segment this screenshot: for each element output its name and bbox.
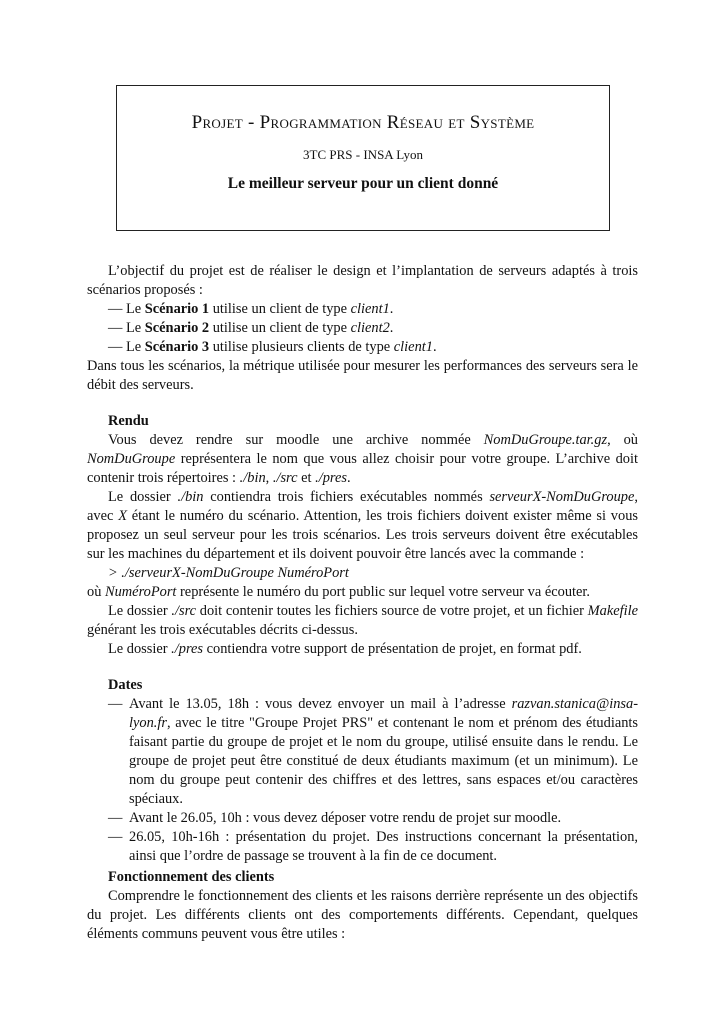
section-heading-rendu: Rendu xyxy=(108,413,149,429)
intro-closing: Dans tous les scénarios, la métrique utilisée pour mesurer les performances des serveurs sera le débit des serveurs. xyxy=(87,358,638,393)
section-heading-clients: Fonctionnement des clients xyxy=(108,869,275,885)
rendu-paragraph-1: Vous devez rendre sur moodle une archive nommée NomDuGroupe.tar.gz, où NomDuGroupe représentera le nom que vous allez choisir pour votre groupe. L’archive doit contenir trois répertoires : ./bin, ./src et ./pres. xyxy=(87,432,638,486)
scenario-item: — Le Scénario 1 utilise un client de type client1. xyxy=(108,301,394,317)
dates-item: — Avant le 13.05, 18h : vous devez envoyer un mail à l’adresse razvan.stanica@insa-lyon.fr, avec le titre "Groupe Projet PRS" et contenant le nom et prénom des étudiants faisant partie du groupe de projet et le nom du groupe, utilisé ensuite dans le rendu. Le groupe de projet peut être constitué de deux étudiants maximum (et un minimum). Le nom du groupe peut contenir des chiffres et des lettres, sans espaces et/ou caractères spéciaux. xyxy=(108,696,638,807)
rendu-paragraph-3: où NuméroPort représente le numéro du port public sur lequel votre serveur va écouter. xyxy=(87,584,590,600)
dates-item: — Avant le 26.05, 10h : vous devez déposer votre rendu de projet sur moodle. xyxy=(108,810,562,826)
clients-paragraph: Comprendre le fonctionnement des clients et les raisons derrière représente un des objectifs du projet. Les différents clients ont des comportements différents. Cependant, quelques éléments communs peuvent vous être utiles : xyxy=(87,888,638,942)
rendu-paragraph-4: Le dossier ./src doit contenir toutes les fichiers source de votre projet, et un fichier Makefile générant les trois exécutables décrits ci-dessus. xyxy=(87,603,638,638)
document-title: Projet - Programmation Réseau et Système xyxy=(191,112,535,133)
document-body xyxy=(87,262,638,944)
title-box xyxy=(116,85,610,231)
rendu-paragraph-5: Le dossier ./pres contiendra votre support de présentation de projet, en format pdf. xyxy=(108,641,582,657)
course-label: 3TC PRS - INSA Lyon xyxy=(303,147,423,162)
dates-item: — 26.05, 10h-16h : présentation du projet. Des instructions concernant la présentation, ainsi que l’ordre de passage se trouvent à la fin de ce document. xyxy=(108,829,638,864)
scenario-list xyxy=(87,300,638,357)
contact-email: razvan.stanica@insa-lyon.fr xyxy=(129,696,638,731)
scenario-item: — Le Scénario 3 utilise plusieurs clients de type client1. xyxy=(108,339,437,355)
document-subtitle: Le meilleur serveur pour un client donné xyxy=(227,175,499,192)
rendu-paragraph-2: Le dossier ./bin contiendra trois fichiers exécutables nommés serveurX-NomDuGroupe, avec X étant le numéro du scénario. Attention, les trois fichiers doivent exister même si vous proposez un seul serveur pour les trois scénarios. Les trois serveurs doivent être exécutables sur les machines du département et ils doivent pouvoir être lancés avec la commande : xyxy=(87,489,638,562)
intro-paragraph: L’objectif du projet est de réaliser le design et l’implantation de serveurs adaptés à trois scénarios proposés : xyxy=(87,263,638,298)
command-line: > ./serveurX-NomDuGroupe NuméroPort xyxy=(108,565,349,581)
scenario-item: — Le Scénario 2 utilise un client de type client2. xyxy=(108,320,394,336)
dates-list xyxy=(87,695,638,866)
section-heading-dates: Dates xyxy=(108,677,143,693)
